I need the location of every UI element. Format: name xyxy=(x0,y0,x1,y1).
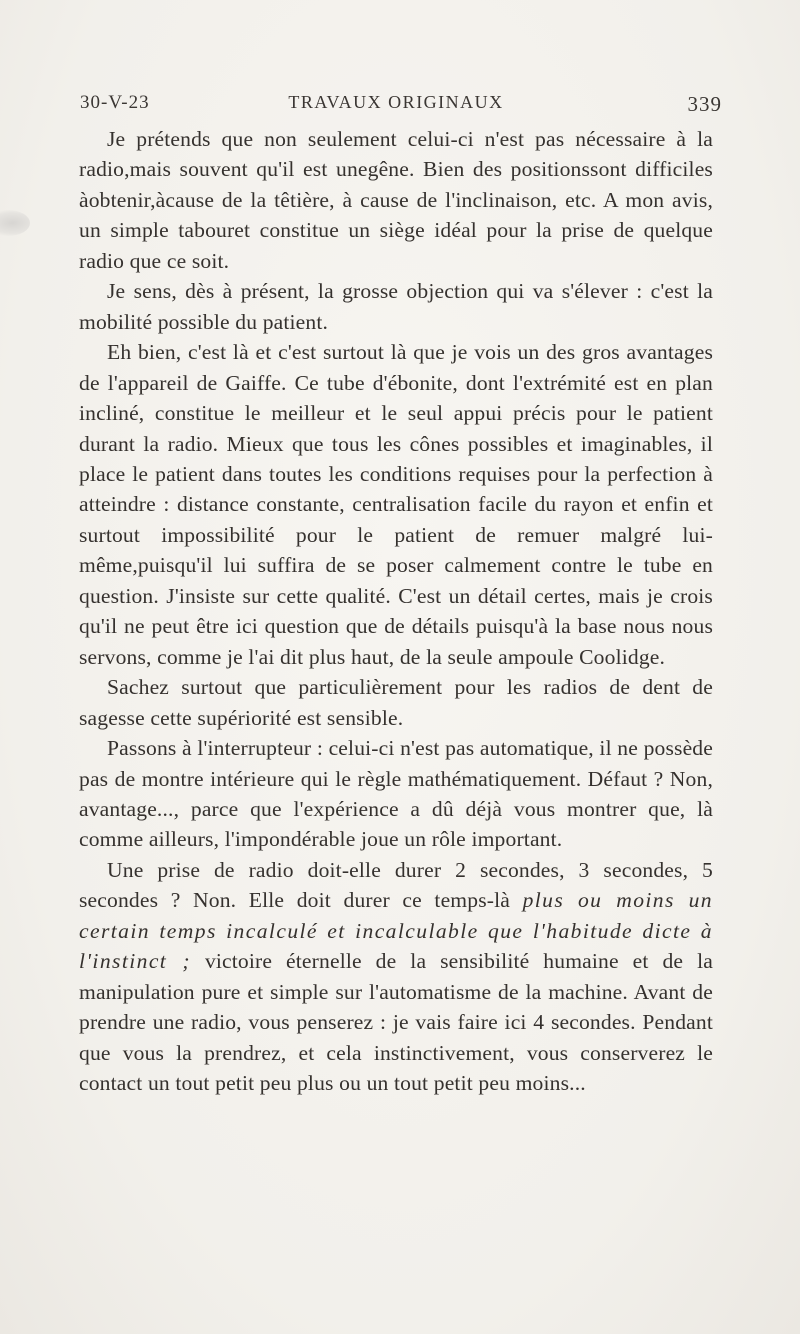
body-text xyxy=(79,124,713,1099)
paragraph-3: Eh bien, c'est là et c'est surtout là que je vois un des gros avantages de l'appareil de Gaiffe. Ce tube d'ébonite, dont l'extrémité est en plan incliné, constitue le meilleur et le seul appui précis pour le patient durant la radio. Mieux que tous les cônes possibles et imaginables, il place le patient dans toutes les conditions requises pour la perfection à atteindre : distance constante, centralisation facile du rayon et enfin et surtout impossibilité pour le patient de remuer malgré lui-même,puisqu'il lui suffira de se poser calmement contre le tube en question. J'insiste sur cette qualité. C'est un détail certes, mais je crois qu'il ne peut être ici question que de détails puisqu'à la base nous nous servons, comme je l'ai dit plus haut, de la seule ampoule Coolidge. xyxy=(79,340,713,669)
page-number: 339 xyxy=(687,92,722,116)
paragraph-6-text-after: victoire éternelle de la sensibilité humaine et de la manipulation pure et simple sur l'automatisme de la machine. Avant de prendre une radio, vous penserez : je vais faire ici 4 secondes. Pendant que vous la prendrez, et cela instinctivement, vous conserverez le contact un tout petit peu plus ou un tout petit peu moins... xyxy=(79,949,713,1096)
paragraph-1: Je prétends que non seulement celui-ci n'est pas nécessaire à la radio,mais souvent qu'il est unegêne. Bien des positionssont difficiles àobtenir,àcause de la têtière, à cause de l'inclinaison, etc. A mon avis, un simple tabouret constitue un siège idéal pour la prise de quelque radio que ce soit. xyxy=(79,127,713,273)
paragraph-6 xyxy=(79,855,713,1099)
running-header xyxy=(80,92,722,122)
paragraph-5: Passons à l'interrupteur : celui-ci n'est pas automatique, il ne possède pas de montre intérieure qui le règle mathématiquement. Défaut ? Non, avantage..., parce que l'expérience a dû déjà vous montrer que, là comme ailleurs, l'impondérable joue un rôle important. xyxy=(79,736,713,852)
header-section-title: TRAVAUX ORIGINAUX xyxy=(288,92,504,112)
paragraph-2: Je sens, dès à présent, la grosse objection qui va s'élever : c'est la mobilité possible du patient. xyxy=(79,279,713,334)
paragraph-6-italic-text: plus ou moins un certain temps incalculé et incalculable que l'habitude dicte à l'instinct ; xyxy=(79,888,714,974)
paragraph-4: Sachez surtout que particulièrement pour les radios de dent de sagesse cette supériorité est sensible. xyxy=(79,675,713,730)
paragraph-6-text-before: Une prise de radio doit-elle durer 2 secondes, 3 secondes, 5 secondes ? Non. Elle doit durer ce temps-là xyxy=(79,857,713,913)
header-date: 30-V-23 xyxy=(80,92,150,113)
page-edge-mark xyxy=(0,210,30,236)
